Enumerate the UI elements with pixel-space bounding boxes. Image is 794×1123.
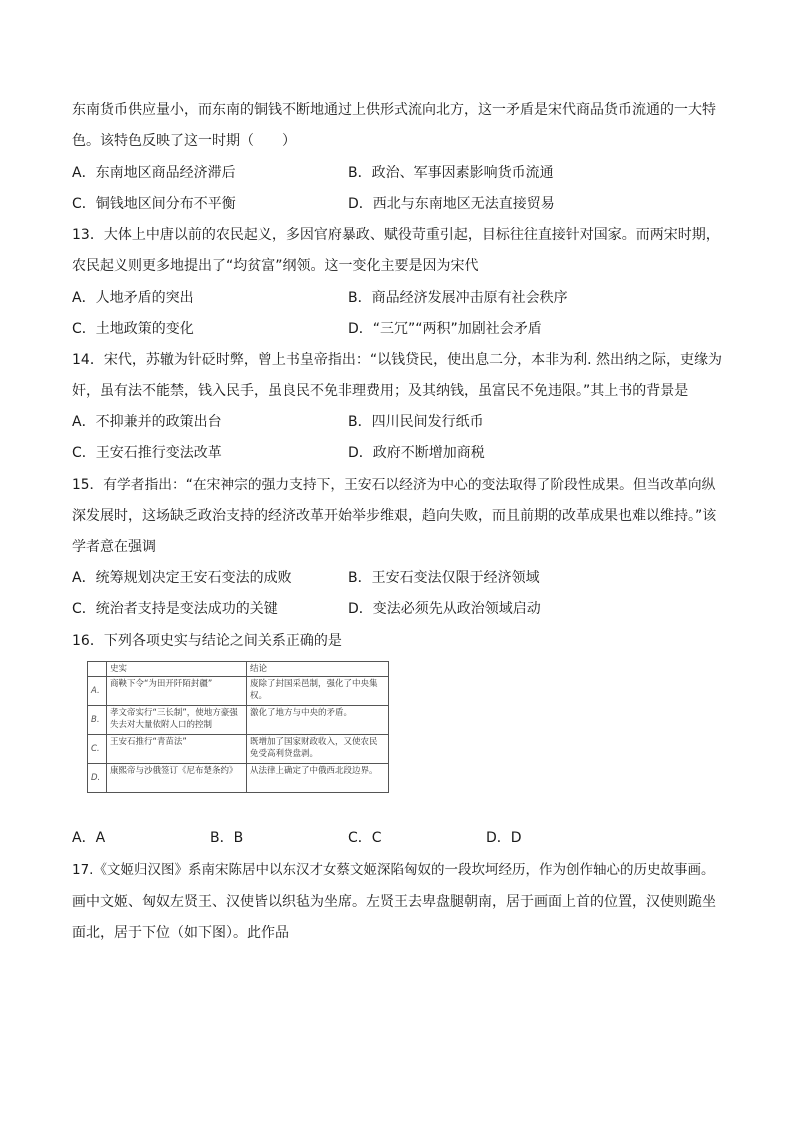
table-header-conclusion: 结论	[247, 662, 389, 677]
q12-option-d[interactable]: D．西北与东南地区无法直接贸易	[348, 196, 555, 212]
q16-fact-table	[87, 661, 389, 793]
q14-option-a[interactable]: A．不抑兼并的政策出台	[72, 414, 222, 430]
table-row	[88, 706, 389, 735]
q16-stem: 16．下列各项史实与结论之间关系正确的是	[72, 633, 342, 649]
q14-stem-line2: 奸，虽有法不能禁，钱入民手，虽良民不免非理费用；及其纳钱，虽富民不免违限。”其上书的背景是	[72, 383, 689, 399]
table-row-label: A.	[88, 677, 107, 706]
q15-stem-line1: 15．有学者指出：“在宋神宗的强力支持下，王安石以经济为中心的变法取得了阶段性成果。但当改革向纵	[72, 477, 716, 493]
q13-option-a[interactable]: A．人地矛盾的突出	[72, 290, 194, 306]
table-row	[88, 677, 389, 706]
table-row-conclusion: 从法律上确定了中俄西北段边界。	[247, 764, 389, 793]
table-header-fact: 史实	[107, 662, 247, 677]
q14-stem-line1: 14．宋代，苏辙为针砭时弊，曾上书皇帝指出：“以钱贷民，使出息二分，本非为利. 然出纳之际，吏缘为	[72, 352, 722, 368]
q12-option-b[interactable]: B．政治、军事因素影响货币流通	[348, 165, 554, 181]
q15-stem-line2: 深发展时，这场缺乏政治支持的经济改革开始举步维艰，趋向失败，而且前期的改革成果也难以维持。”该	[72, 508, 717, 524]
q14-option-d[interactable]: D．政府不断增加商税	[348, 445, 485, 461]
q12-option-c[interactable]: C．铜钱地区间分布不平衡	[72, 196, 236, 212]
table-row-fact: 康熙帝与沙俄签订《尼布楚条约》	[107, 764, 247, 793]
q13-option-b[interactable]: B．商品经济发展冲击原有社会秩序	[348, 290, 568, 306]
table-row-fact: 王安石推行“青苗法”	[107, 735, 247, 764]
q13-stem-line2: 农民起义则更多地提出了“均贫富”纲领。这一变化主要是因为宋代	[72, 258, 479, 274]
q17-stem-line1: 17.《文姬归汉图》系南宋陈居中以东汉才女蔡文姬深陷匈奴的一段坎坷经历，作为创作轴心的历史故事画。	[72, 862, 715, 878]
table-row-label: B.	[88, 706, 107, 735]
q14-option-b[interactable]: B．四川民间发行纸币	[348, 414, 484, 430]
q16-option-b[interactable]: B．B	[210, 830, 244, 846]
q15-option-b[interactable]: B．王安石变法仅限于经济领域	[348, 570, 540, 586]
table-label-cell	[88, 662, 107, 677]
table-row-conclusion: 既增加了国家财政收入，又使农民免受高利贷盘剥。	[247, 735, 389, 764]
q13-stem-line1: 13．大体上中唐以前的农民起义，多因官府暴政、赋役苛重引起，目标往往直接针对国家。而两宋时期，	[72, 227, 720, 243]
table-row	[88, 764, 389, 793]
q12-stem-line1: 东南货币供应量小，而东南的铜钱不断地通过上供形式流向北方，这一矛盾是宋代商品货币流通的一大特	[72, 102, 716, 118]
q15-option-c[interactable]: C．统治者支持是变法成功的关键	[72, 601, 278, 617]
q16-option-a[interactable]: A．A	[72, 830, 106, 846]
q14-option-c[interactable]: C．王安石推行变法改革	[72, 445, 222, 461]
q12-stem-line2: 色。该特色反映了这一时期（ ）	[72, 133, 296, 149]
table-row-fact: 商鞅下令“为田开阡陌封疆”	[107, 677, 247, 706]
table-row-label: C.	[88, 735, 107, 764]
table-row-fact: 孝文帝实行“三长制”，使地方豪强失去对大量依附人口的控制	[107, 706, 247, 735]
q17-stem-line2: 画中文姬、匈奴左贤王、汉使皆以织毡为坐席。左贤王去卑盘腿朝南，居于画面上首的位置，汉使则跪坐	[72, 894, 716, 910]
table-row-conclusion: 激化了地方与中央的矛盾。	[247, 706, 389, 735]
table-row-conclusion: 废除了封国采邑制，强化了中央集权。	[247, 677, 389, 706]
q17-stem-line3: 面北，居于下位（如下图）。此作品	[72, 925, 289, 941]
q13-option-c[interactable]: C．土地政策的变化	[72, 321, 194, 337]
q15-stem-line3: 学者意在强调	[72, 539, 156, 555]
table-header-row	[88, 662, 389, 677]
table-row-label: D.	[88, 764, 107, 793]
table-row	[88, 735, 389, 764]
q12-option-a[interactable]: A．东南地区商品经济滞后	[72, 165, 236, 181]
q15-option-d[interactable]: D．变法必须先从政治领域启动	[348, 601, 541, 617]
q13-option-d[interactable]: D．“三冗”“两积”加剧社会矛盾	[348, 321, 542, 337]
q15-option-a[interactable]: A．统筹规划决定王安石变法的成败	[72, 570, 292, 586]
q16-option-c[interactable]: C．C	[348, 830, 382, 846]
q16-option-d[interactable]: D．D	[486, 830, 522, 846]
